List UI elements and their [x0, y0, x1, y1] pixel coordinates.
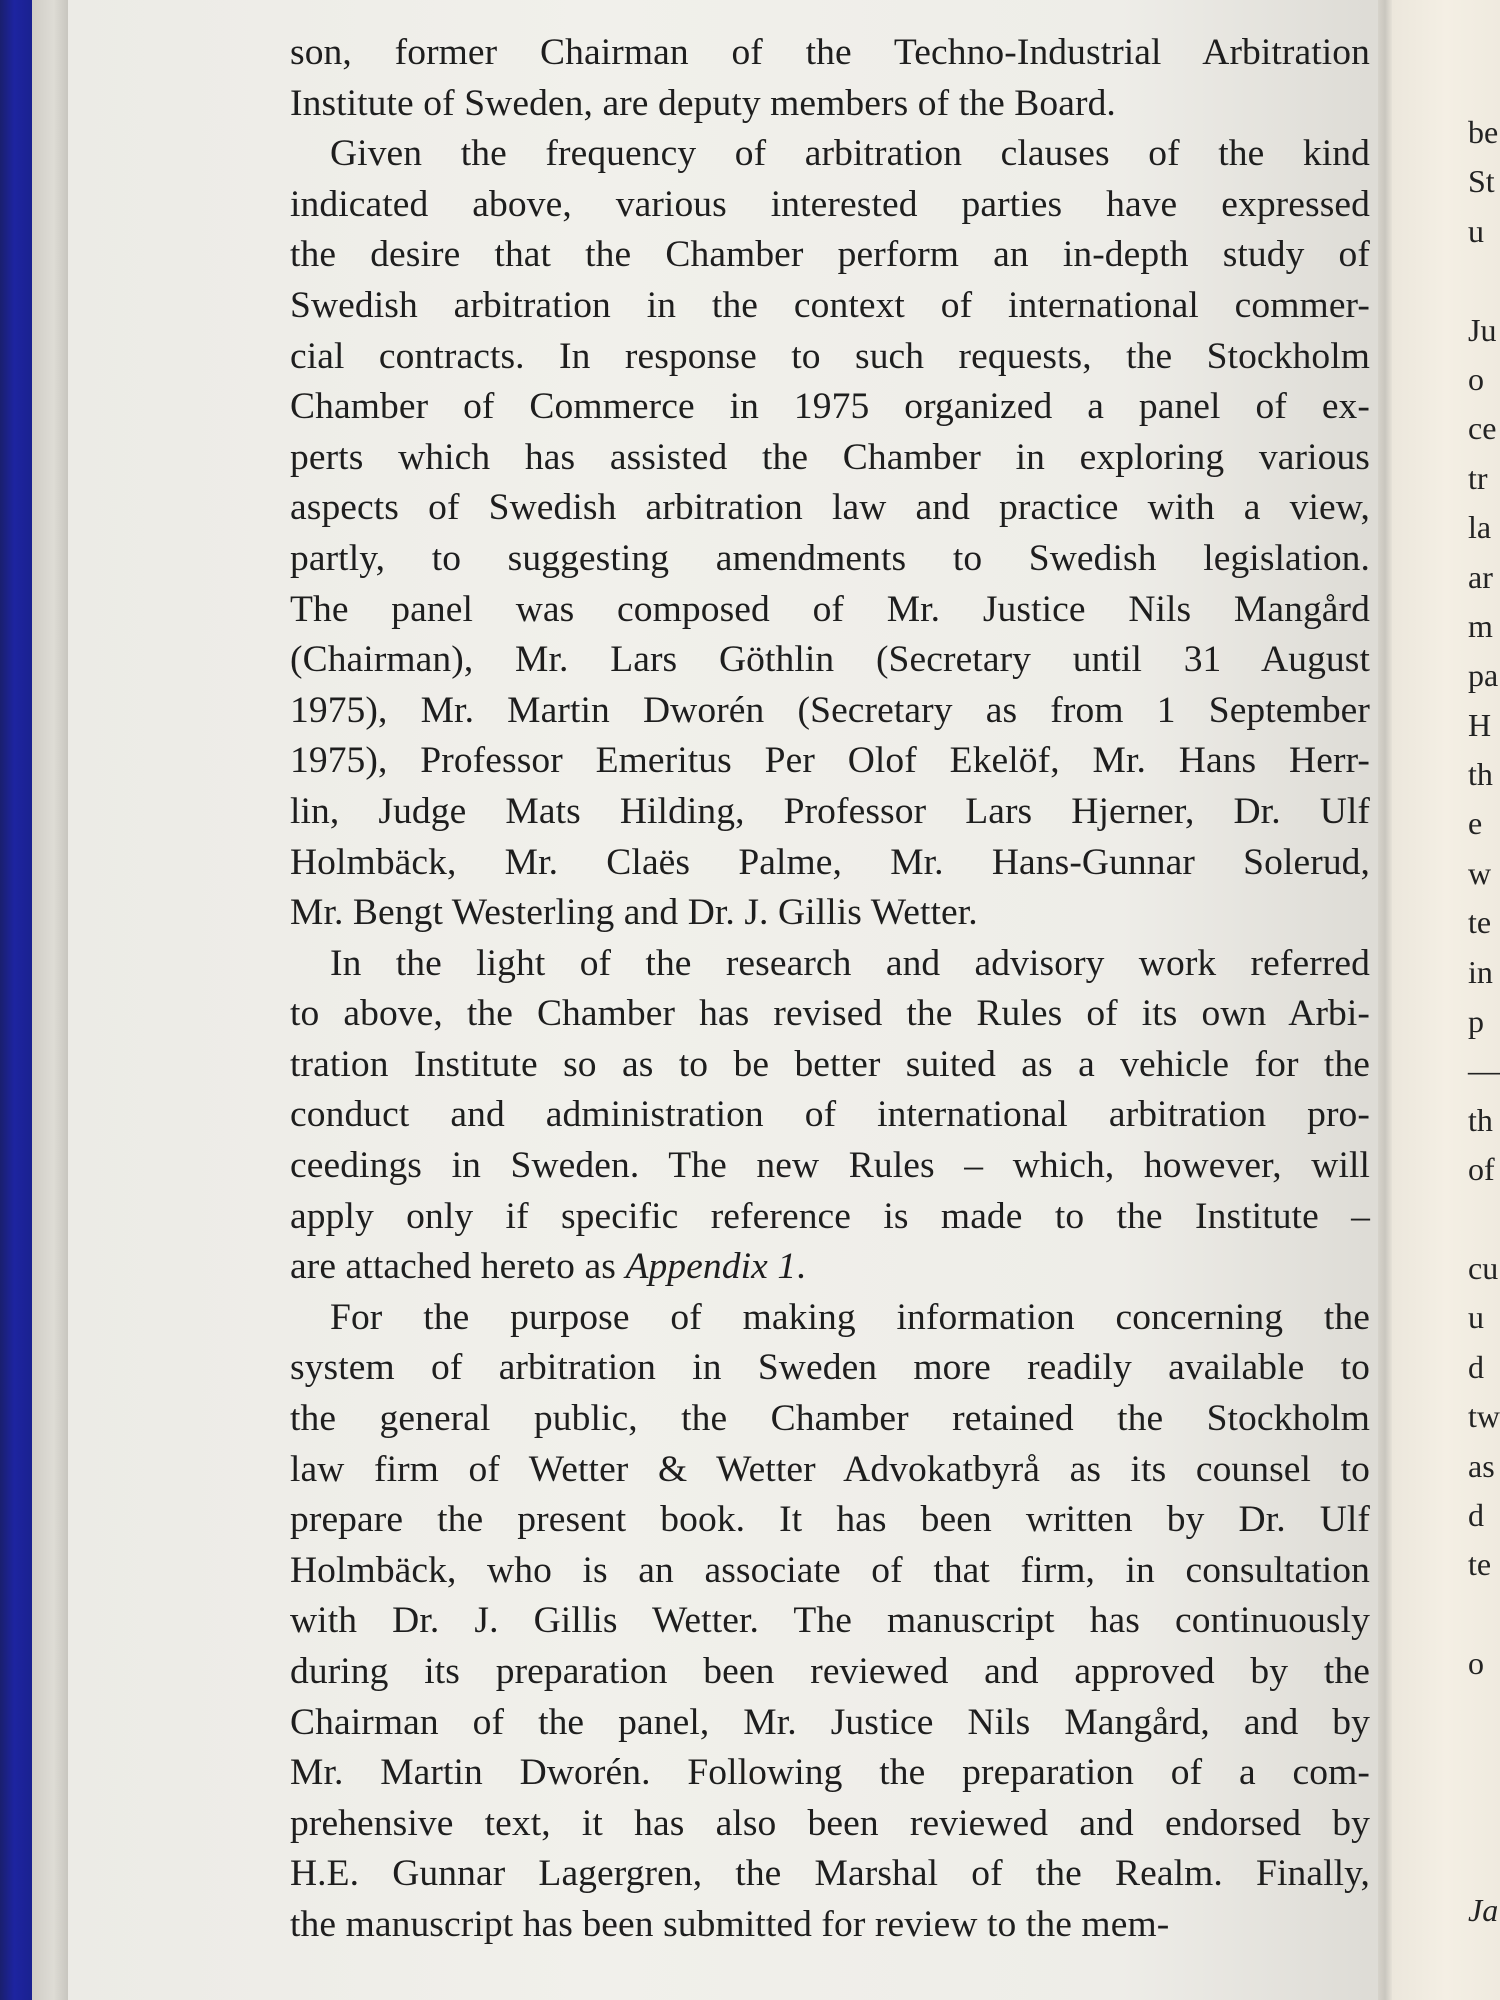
text-span: . [796, 1246, 806, 1288]
right-page-fragment: la [1468, 509, 1492, 546]
text-line: H.E. Gunnar Lagergren, the Marshal of the Realm. Finally, [290, 1853, 1370, 1895]
text-line: aspects of Swedish arbitration law and practice with a view, [290, 487, 1370, 529]
text-line: (Chairman), Mr. Lars Göthlin (Secretary until 31 August [290, 639, 1370, 681]
text-line: apply only if specific reference is made to the Institute – [290, 1195, 1370, 1237]
text-line: perts which has assisted the Chamber in exploring various [290, 436, 1370, 478]
right-page-fragment: tr [1468, 459, 1488, 496]
right-page-fragment: ar [1468, 558, 1493, 595]
right-page-fragment: St [1468, 163, 1495, 200]
text-line [290, 1242, 1370, 1293]
right-page-fragment: pa [1468, 657, 1499, 694]
right-page-fragment [1468, 1590, 1500, 1639]
text-line: prehensive text, it has also been reviewed and endorsed by [290, 1802, 1370, 1844]
text-line: conduct and administration of international arbitration pro- [290, 1094, 1370, 1136]
right-page-fragment: u [1468, 1299, 1484, 1336]
right-page-fragment: th [1468, 1101, 1493, 1138]
right-page-text-fragments [1468, 108, 1500, 1935]
text-line: to above, the Chamber has revised the Rules of its own Arbi- [290, 993, 1370, 1035]
right-page-fragment: — [1468, 1052, 1500, 1089]
right-page-fragment: of [1468, 1151, 1495, 1188]
text-line: lin, Judge Mats Hilding, Professor Lars Hjerner, Dr. Ulf [290, 790, 1370, 832]
right-page-fragment: d [1468, 1348, 1484, 1385]
text-line: system of arbitration in Sweden more readily available to [290, 1347, 1370, 1389]
text-line: partly, to suggesting amendments to Swedish legislation. [290, 537, 1370, 579]
right-page-fragment: be [1468, 114, 1499, 150]
right-page-fragment [1468, 1195, 1500, 1244]
text-line: Mr. Martin Dworén. Following the preparation of a com- [290, 1752, 1370, 1794]
right-page-fragment: o [1468, 360, 1484, 397]
right-page-fragment: Ju [1468, 311, 1497, 348]
appendix-reference: Appendix 1 [625, 1246, 797, 1288]
left-page-text [290, 28, 1370, 1951]
right-page-fragment: w [1468, 854, 1492, 891]
text-line: tration Institute so as to be better suited as a vehicle for the [290, 1043, 1370, 1085]
text-line: Chamber of Commerce in 1975 organized a panel of ex- [290, 386, 1370, 428]
text-line: cial contracts. In response to such requests, the Stockholm [290, 335, 1370, 377]
text-line: the manuscript has been submitted for review to the mem- [290, 1903, 1170, 1945]
right-page-fragment [1468, 256, 1500, 305]
text-line: In the light of the research and advisory work referred [330, 942, 1370, 984]
right-page-fragment: e [1468, 805, 1483, 842]
text-line: Swedish arbitration in the context of international commer- [290, 284, 1370, 326]
text-line: 1975), Mr. Martin Dworén (Secretary as from 1 September [290, 689, 1370, 731]
right-page-fragment: te [1468, 1546, 1492, 1583]
text-line: Holmbäck, Mr. Claës Palme, Mr. Hans-Gunnar Solerud, [290, 841, 1370, 883]
book-gutter [1378, 0, 1392, 2000]
text-line: Mr. Bengt Westerling and Dr. J. Gillis Wetter. [290, 892, 978, 934]
right-page-fragment: u [1468, 212, 1484, 249]
right-page-footer-fragment: Ja [1468, 1892, 1499, 1929]
text-line: For the purpose of making information concerning the [330, 1296, 1370, 1338]
paragraph [290, 1293, 1370, 1951]
right-page-fragment [1468, 1689, 1500, 1738]
text-line: Chairman of the panel, Mr. Justice Nils Mangård, and by [290, 1701, 1370, 1743]
text-line: ceedings in Sweden. The new Rules – which, however, will [290, 1145, 1370, 1187]
right-page-fragment [1468, 1837, 1500, 1886]
right-page-fragment: p [1468, 1003, 1484, 1040]
text-line: prepare the present book. It has been written by Dr. Ulf [290, 1499, 1370, 1541]
text-line: the general public, the Chamber retained the Stockholm [290, 1398, 1370, 1440]
right-page-fragment: H [1468, 706, 1492, 743]
right-page-fragment [1468, 1738, 1500, 1787]
paragraph [290, 939, 1370, 1293]
right-page-fragment: in [1468, 953, 1493, 990]
text-line: indicated above, various interested parties have expressed [290, 183, 1370, 225]
right-page-fragment: m [1468, 607, 1493, 644]
right-page-fragment: th [1468, 756, 1493, 793]
right-page-fragment [1468, 1787, 1500, 1836]
paragraph [290, 129, 1370, 939]
text-line: law firm of Wetter & Wetter Advokatbyrå as its counsel to [290, 1448, 1370, 1490]
text-line: Given the frequency of arbitration clauses of the kind [330, 133, 1370, 175]
text-span: are attached hereto as [290, 1246, 626, 1288]
text-line: during its preparation been reviewed and approved by the [290, 1651, 1370, 1692]
page-stack-edge [32, 0, 69, 2000]
paragraph [290, 28, 1370, 129]
right-page-fragment: d [1468, 1496, 1484, 1533]
text-line: Institute of Sweden, are deputy members of the Board. [290, 82, 1116, 124]
text-line: 1975), Professor Emeritus Per Olof Ekelöf, Mr. Hans Herr- [290, 740, 1370, 782]
right-page-fragment: as [1468, 1447, 1495, 1484]
right-page-fragment: cu [1468, 1249, 1499, 1286]
text-line: the desire that the Chamber perform an in-depth study of [290, 234, 1370, 276]
right-page-fragment: tw [1468, 1398, 1500, 1435]
right-page-fragment: o [1468, 1645, 1484, 1682]
text-line: son, former Chairman of the Techno-Industrial Arbitration [290, 32, 1370, 73]
right-page-fragment: ce [1468, 410, 1497, 447]
text-line: The panel was composed of Mr. Justice Nils Mangård [290, 588, 1370, 630]
text-line: Holmbäck, who is an associate of that firm, in consultation [290, 1549, 1370, 1591]
book-cover-edge [0, 0, 32, 2000]
right-page-fragment: te [1468, 904, 1492, 941]
text-line: with Dr. J. Gillis Wetter. The manuscript has continuously [290, 1600, 1370, 1642]
